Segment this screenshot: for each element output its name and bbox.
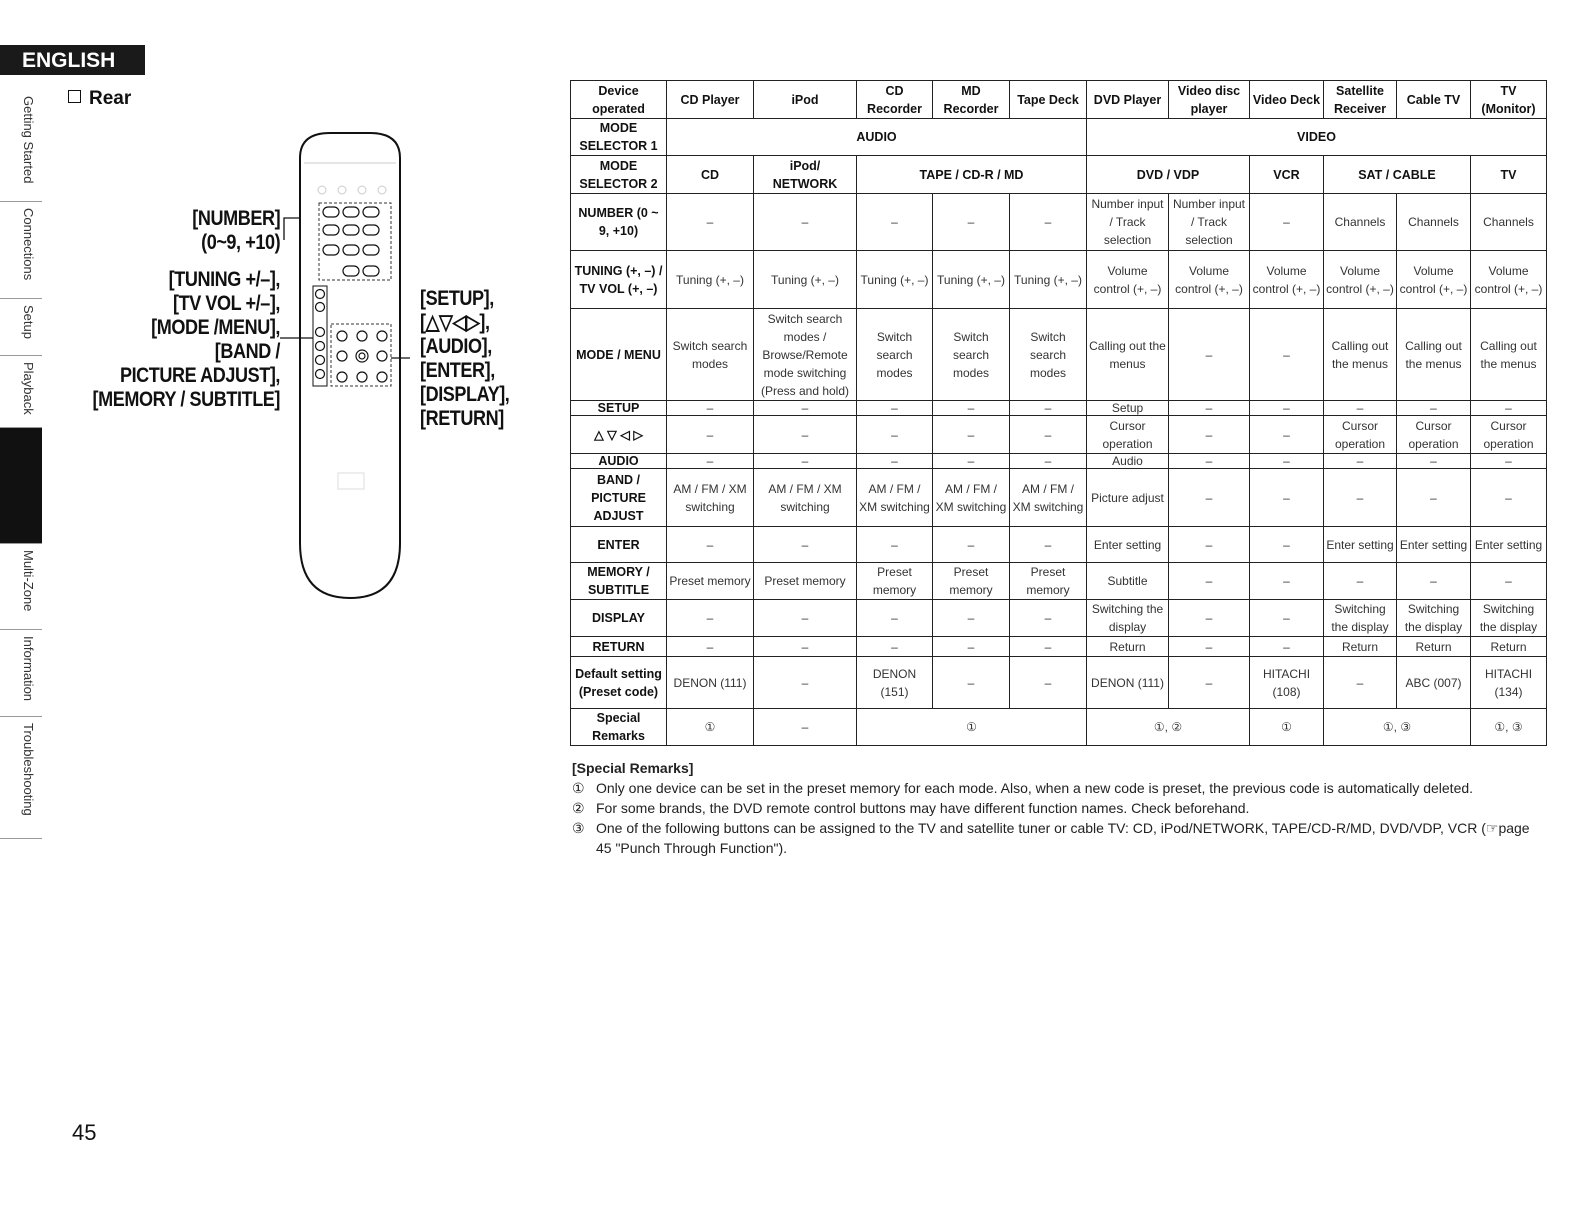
table-cell: –	[667, 454, 754, 469]
table-cell: –	[933, 637, 1010, 657]
table-cell: –	[933, 194, 1010, 251]
table-cell: AM / FM / XM switching	[857, 469, 933, 527]
table-cell: –	[1010, 600, 1087, 637]
table-cell: AM / FM / XM switching	[1010, 469, 1087, 527]
table-row	[571, 454, 1547, 469]
nav-setup[interactable]: Setup	[0, 299, 42, 356]
table-cell: –	[933, 527, 1010, 563]
table-cell: –	[1250, 469, 1324, 527]
table-cell: Switch search modes	[1010, 309, 1087, 401]
row-label: △ ▽ ◁ ▷	[571, 416, 667, 454]
table-cell: –	[1010, 401, 1087, 416]
table-cell: Preset memory	[667, 563, 754, 600]
row-label: TUNING (+, –) / TV VOL (+, –)	[571, 251, 667, 309]
table-cell: –	[1324, 469, 1397, 527]
table-row	[571, 251, 1547, 309]
table-cell: –	[1324, 454, 1397, 469]
nav-troubleshooting[interactable]: Troubleshooting	[0, 717, 42, 839]
table-cell: –	[754, 401, 857, 416]
table-row	[571, 637, 1547, 657]
table-cell: Cursor operation	[1087, 416, 1169, 454]
table-row	[571, 309, 1547, 401]
table-cell: –	[1250, 563, 1324, 600]
table-cell: –	[1250, 600, 1324, 637]
row-label: Default setting (Preset code)	[571, 657, 667, 709]
table-cell: –	[1169, 309, 1250, 401]
table-cell: –	[933, 600, 1010, 637]
left-button-labels: [TUNING +/–], [TV VOL +/–], [MODE /MENU], [BAND / PICTURE ADJUST], [MEMORY / SUBTITLE]	[92, 268, 281, 411]
table-cell: Volume control (+, –)	[1250, 251, 1324, 309]
table-cell: HITACHI (134)	[1471, 657, 1547, 709]
table-cell: –	[667, 194, 754, 251]
right-button-labels: [SETUP], [△▽◁▷], [AUDIO], [ENTER], [DISPLAY], [RETURN]	[420, 287, 510, 430]
table-cell: –	[667, 600, 754, 637]
table-cell: –	[1169, 401, 1250, 416]
table-cell: –	[1250, 454, 1324, 469]
table-cell: –	[857, 401, 933, 416]
table-cell: –	[1169, 527, 1250, 563]
table-cell: –	[1169, 416, 1250, 454]
remote-control-illustration	[270, 128, 410, 608]
remark-item: ② For some brands, the DVD remote control buttons may have different function names. Check beforehand.	[572, 800, 1250, 816]
table-cell: ABC (007)	[1397, 657, 1471, 709]
table-cell: Setup	[1087, 401, 1169, 416]
row-label: SETUP	[571, 401, 667, 416]
table-cell: Volume control (+, –)	[1324, 251, 1397, 309]
table-cell: Tuning (+, –)	[754, 251, 857, 309]
row-label: DISPLAY	[571, 600, 667, 637]
table-cell: –	[933, 454, 1010, 469]
table-row	[571, 194, 1547, 251]
table-cell: Enter setting	[1324, 527, 1397, 563]
nav-remote-control[interactable]: Remote Control	[0, 428, 42, 544]
table-cell: Preset memory	[1010, 563, 1087, 600]
table-cell: –	[1250, 401, 1324, 416]
table-cell: Tuning (+, –)	[667, 251, 754, 309]
table-cell: Return	[1397, 637, 1471, 657]
table-cell: –	[1250, 637, 1324, 657]
table-cell: Calling out the menus	[1324, 309, 1397, 401]
table-body	[571, 194, 1547, 709]
table-cell: –	[1169, 657, 1250, 709]
table-cell: –	[1250, 194, 1324, 251]
table-cell: Return	[1471, 637, 1547, 657]
table-cell: Cursor operation	[1397, 416, 1471, 454]
table-cell: –	[857, 637, 933, 657]
table-cell: HITACHI (108)	[1250, 657, 1324, 709]
table-cell: Audio	[1087, 454, 1169, 469]
table-cell: –	[667, 527, 754, 563]
table-cell: Calling out the menus	[1397, 309, 1471, 401]
table-cell: –	[857, 194, 933, 251]
nav-playback[interactable]: Playback	[0, 356, 42, 428]
table-cell: DENON (111)	[667, 657, 754, 709]
table-cell: Switch search modes / Browse/Remote mode switching (Press and hold)	[754, 309, 857, 401]
table-cell: –	[1397, 454, 1471, 469]
table-cell: –	[1397, 563, 1471, 600]
table-cell: Switching the display	[1471, 600, 1547, 637]
table-cell: –	[1169, 600, 1250, 637]
table-cell: Calling out the menus	[1471, 309, 1547, 401]
table-cell: Return	[1324, 637, 1397, 657]
table-cell: –	[1397, 401, 1471, 416]
table-cell: –	[1010, 527, 1087, 563]
table-cell: AM / FM / XM switching	[667, 469, 754, 527]
table-cell: –	[754, 416, 857, 454]
table-cell: Preset memory	[754, 563, 857, 600]
table-cell: –	[857, 454, 933, 469]
remark-item: ① Only one device can be set in the preset memory for each mode. Also, when a new code is preset, the previous code is automatically deleted.	[572, 780, 1474, 796]
checkbox-square-icon	[68, 90, 81, 103]
table-cell: Volume control (+, –)	[1169, 251, 1250, 309]
table-cell: –	[1471, 401, 1547, 416]
table-cell: Tuning (+, –)	[933, 251, 1010, 309]
table-cell: –	[1324, 657, 1397, 709]
table-cell: Number input / Track selection	[1087, 194, 1169, 251]
table-cell: Calling out the menus	[1087, 309, 1169, 401]
table-cell: –	[667, 416, 754, 454]
table-cell: Number input / Track selection	[1169, 194, 1250, 251]
remarks-title: [Special Remarks]	[572, 760, 694, 776]
table-cell: Tuning (+, –)	[857, 251, 933, 309]
row-label: RETURN	[571, 637, 667, 657]
table-cell: Cursor operation	[1324, 416, 1397, 454]
table-cell: –	[1250, 309, 1324, 401]
table-cell: Volume control (+, –)	[1087, 251, 1169, 309]
table-cell: –	[1010, 454, 1087, 469]
table-cell: –	[1324, 563, 1397, 600]
cursor-buttons	[331, 324, 391, 386]
table-cell: –	[857, 416, 933, 454]
table-cell: Return	[1087, 637, 1169, 657]
page-number: 45	[72, 1120, 97, 1145]
table-cell: Channels	[1471, 194, 1547, 251]
table-cell: –	[1010, 637, 1087, 657]
table-cell: –	[754, 454, 857, 469]
side-nav	[0, 90, 42, 839]
row-label: BAND / PICTURE ADJUST	[571, 469, 667, 527]
table-cell: Cursor operation	[1471, 416, 1547, 454]
table-cell: –	[1169, 563, 1250, 600]
remote-function-table	[570, 80, 1547, 746]
table-cell: Switching the display	[1397, 600, 1471, 637]
row-label: MODE / MENU	[571, 309, 667, 401]
table-cell: AM / FM / XM switching	[754, 469, 857, 527]
table-cell: –	[1250, 527, 1324, 563]
side-buttons	[313, 286, 327, 386]
table-cell: –	[1010, 657, 1087, 709]
table-cell: AM / FM / XM switching	[933, 469, 1010, 527]
nav-connections[interactable]: Connections	[0, 202, 42, 299]
table-cell: Channels	[1324, 194, 1397, 251]
table-cell: Enter setting	[1087, 527, 1169, 563]
table-cell: –	[754, 637, 857, 657]
nav-information[interactable]: Information	[0, 630, 42, 717]
row-label: MEMORY / SUBTITLE	[571, 563, 667, 600]
number-label: [NUMBER] (0~9, +10)	[192, 207, 280, 254]
table-cell: –	[933, 416, 1010, 454]
number-buttons	[319, 203, 391, 280]
remark-item: ③ One of the following buttons can be assigned to the TV and satellite tuner or cable TV: CD, iPod/NETWORK, TAPE/CD-R/MD, DVD/VDP, VCR (☞page 45 "Punch Through Function").	[572, 820, 1530, 856]
table-cell: –	[1324, 401, 1397, 416]
special-remarks	[572, 760, 1548, 858]
table-cell: Tuning (+, –)	[1010, 251, 1087, 309]
table-cell: –	[933, 657, 1010, 709]
table-cell: Enter setting	[1471, 527, 1547, 563]
table-cell: –	[1471, 454, 1547, 469]
table-cell: –	[933, 401, 1010, 416]
table-cell: –	[1010, 416, 1087, 454]
table-row	[571, 563, 1547, 600]
table-cell: Switch search modes	[857, 309, 933, 401]
table-cell: –	[857, 527, 933, 563]
table-cell: –	[754, 600, 857, 637]
table-cell: Subtitle	[1087, 563, 1169, 600]
device-header-row: Device operated CD Player iPod CD Recorder MD Recorder Tape Deck DVD Player Video disc player Video Deck Satellite Receiver Cable TV TV (Monitor)	[571, 81, 1547, 119]
table-row	[571, 600, 1547, 637]
table-cell: –	[1010, 194, 1087, 251]
table-cell: –	[1471, 469, 1547, 527]
table-cell: –	[1471, 563, 1547, 600]
table-cell: Enter setting	[1397, 527, 1471, 563]
table-row	[571, 401, 1547, 416]
row-label: AUDIO	[571, 454, 667, 469]
table-cell: Preset memory	[933, 563, 1010, 600]
table-cell: Channels	[1397, 194, 1471, 251]
table-cell: Picture adjust	[1087, 469, 1169, 527]
table-cell: DENON (111)	[1087, 657, 1169, 709]
special-remarks-row: Special Remarks ① – ① ①, ② ① ①, ③ ①, ③	[571, 709, 1547, 746]
table-cell: Preset memory	[857, 563, 933, 600]
table-cell: –	[754, 194, 857, 251]
table-cell: –	[754, 657, 857, 709]
section-title: Rear	[68, 88, 131, 110]
table-row	[571, 469, 1547, 527]
nav-getting-started[interactable]: Getting Started	[0, 90, 42, 202]
table-cell: –	[1169, 637, 1250, 657]
table-cell: DENON (151)	[857, 657, 933, 709]
mode-selector-2-row: MODE SELECTOR 2 CD iPod/ NETWORK TAPE / CD-R / MD DVD / VDP VCR SAT / CABLE TV	[571, 156, 1547, 194]
table-cell: –	[667, 637, 754, 657]
table-row	[571, 657, 1547, 709]
table-cell: –	[1397, 469, 1471, 527]
nav-multi-zone[interactable]: Multi-Zone	[0, 544, 42, 630]
table-cell: –	[1250, 416, 1324, 454]
table-cell: –	[1169, 469, 1250, 527]
table-cell: Switch search modes	[667, 309, 754, 401]
table-row	[571, 527, 1547, 563]
table-cell: Volume control (+, –)	[1397, 251, 1471, 309]
table-cell: Switch search modes	[933, 309, 1010, 401]
table-cell: Volume control (+, –)	[1471, 251, 1547, 309]
row-label: ENTER	[571, 527, 667, 563]
table-cell: Switching the display	[1324, 600, 1397, 637]
table-row	[571, 416, 1547, 454]
language-tab: ENGLISH	[0, 45, 145, 75]
table-cell: –	[667, 401, 754, 416]
mode-selector-1-row: MODE SELECTOR 1 AUDIO VIDEO	[571, 119, 1547, 156]
table-cell: –	[1169, 454, 1250, 469]
table-cell: –	[754, 527, 857, 563]
table-cell: –	[857, 600, 933, 637]
row-label: NUMBER (0 ~ 9, +10)	[571, 194, 667, 251]
table-cell: Switching the display	[1087, 600, 1169, 637]
